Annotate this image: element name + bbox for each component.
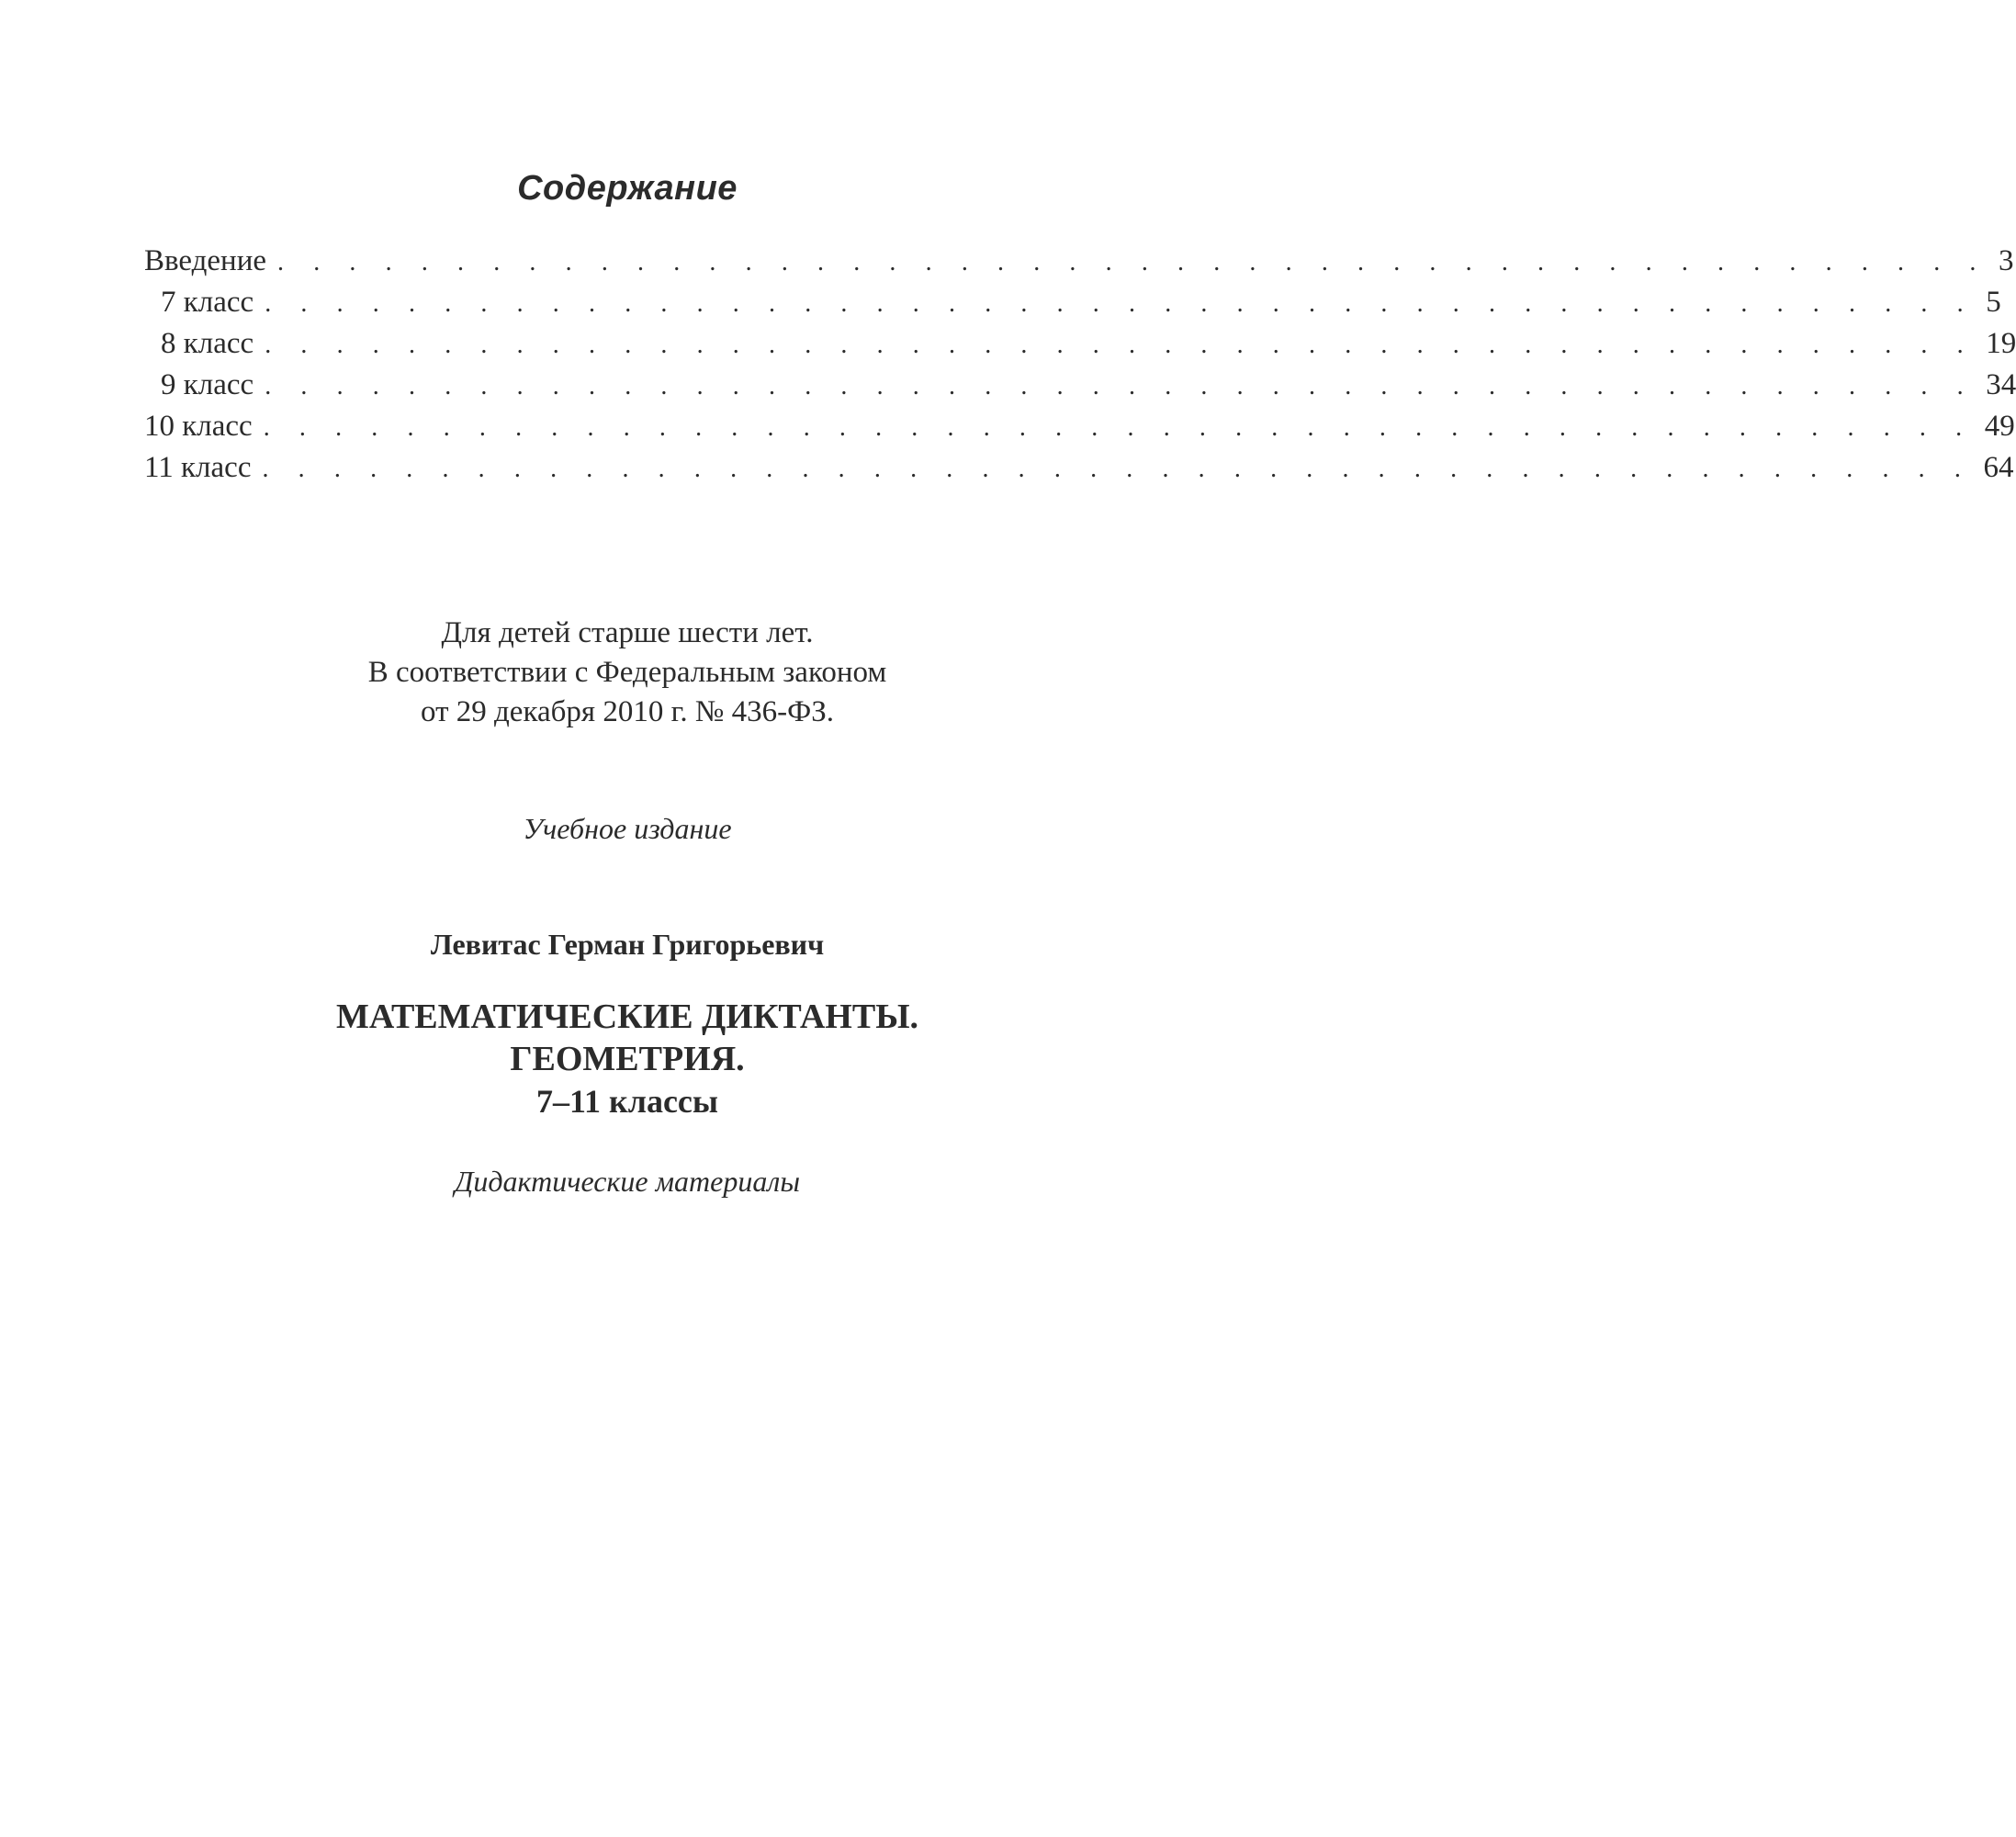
book-title: [0, 996, 1255, 1122]
notice-line: В соответствии с Федеральным законом: [367, 656, 887, 689]
table-of-contents: [144, 241, 2016, 489]
toc-leader-dots: . . . . . . . . . . . . . . . . . . . . . . . . . . . . . . . . . . . . . . . . . . . . . . . .: [265, 331, 1976, 359]
toc-entry-page: 49: [1984, 410, 2015, 443]
notice-line: Для детей старше шести лет.: [441, 616, 814, 649]
toc-title: Содержание: [517, 169, 738, 208]
toc-entry-label: 10 класс: [144, 410, 253, 443]
toc-entry-page: 64: [1983, 451, 2014, 484]
age-restriction-notice: [0, 614, 1255, 732]
toc-entry-page: 3: [1999, 244, 2014, 277]
toc-entry: [144, 282, 2001, 323]
book-title-line: ГЕОМЕТРИЯ.: [510, 1040, 745, 1078]
toc-leader-dots: . . . . . . . . . . . . . . . . . . . . . . . . . . . . . . . . . . . . . . . . . . . . . . . .: [262, 455, 1973, 483]
notice-line: от 29 декабря 2010 г. № 436-ФЗ.: [421, 695, 834, 728]
toc-leader-dots: . . . . . . . . . . . . . . . . . . . . . . . . . . . . . . . . . . . . . . . . . . . . . . . .: [277, 248, 1988, 276]
toc-leader-dots: . . . . . . . . . . . . . . . . . . . . . . . . . . . . . . . . . . . . . . . . . . . . . . . .: [265, 372, 1976, 400]
toc-entry: [144, 447, 2014, 489]
book-subtitle: Дидактические материалы: [455, 1165, 800, 1198]
edition-type: Учебное издание: [523, 812, 732, 845]
toc-entry-page: 19: [1986, 327, 2016, 360]
book-title-line: МАТЕМАТИЧЕСКИЕ ДИКТАНТЫ.: [335, 997, 919, 1036]
toc-entry-label: 7 класс: [161, 286, 254, 319]
toc-entry-page: 34: [1986, 368, 2016, 401]
toc-entry-label: 11 класс: [144, 451, 252, 484]
toc-entry-label: Введение: [144, 244, 267, 277]
toc-entry: [144, 406, 2015, 447]
book-title-grades: 7–11 классы: [535, 1083, 719, 1120]
toc-entry-label: 8 класс: [161, 327, 254, 360]
toc-entry: [144, 323, 2016, 365]
toc-leader-dots: . . . . . . . . . . . . . . . . . . . . . . . . . . . . . . . . . . . . . . . . . . . . . . . .: [263, 413, 1974, 442]
toc-entry-page: 5: [1986, 286, 2001, 319]
toc-leader-dots: . . . . . . . . . . . . . . . . . . . . . . . . . . . . . . . . . . . . . . . . . . . . . . . .: [265, 289, 1976, 318]
author-name: Левитас Герман Григорьевич: [430, 928, 825, 961]
toc-entry: [144, 365, 2016, 406]
toc-entry-label: 9 класс: [161, 368, 254, 401]
toc-entry: [144, 241, 2014, 282]
